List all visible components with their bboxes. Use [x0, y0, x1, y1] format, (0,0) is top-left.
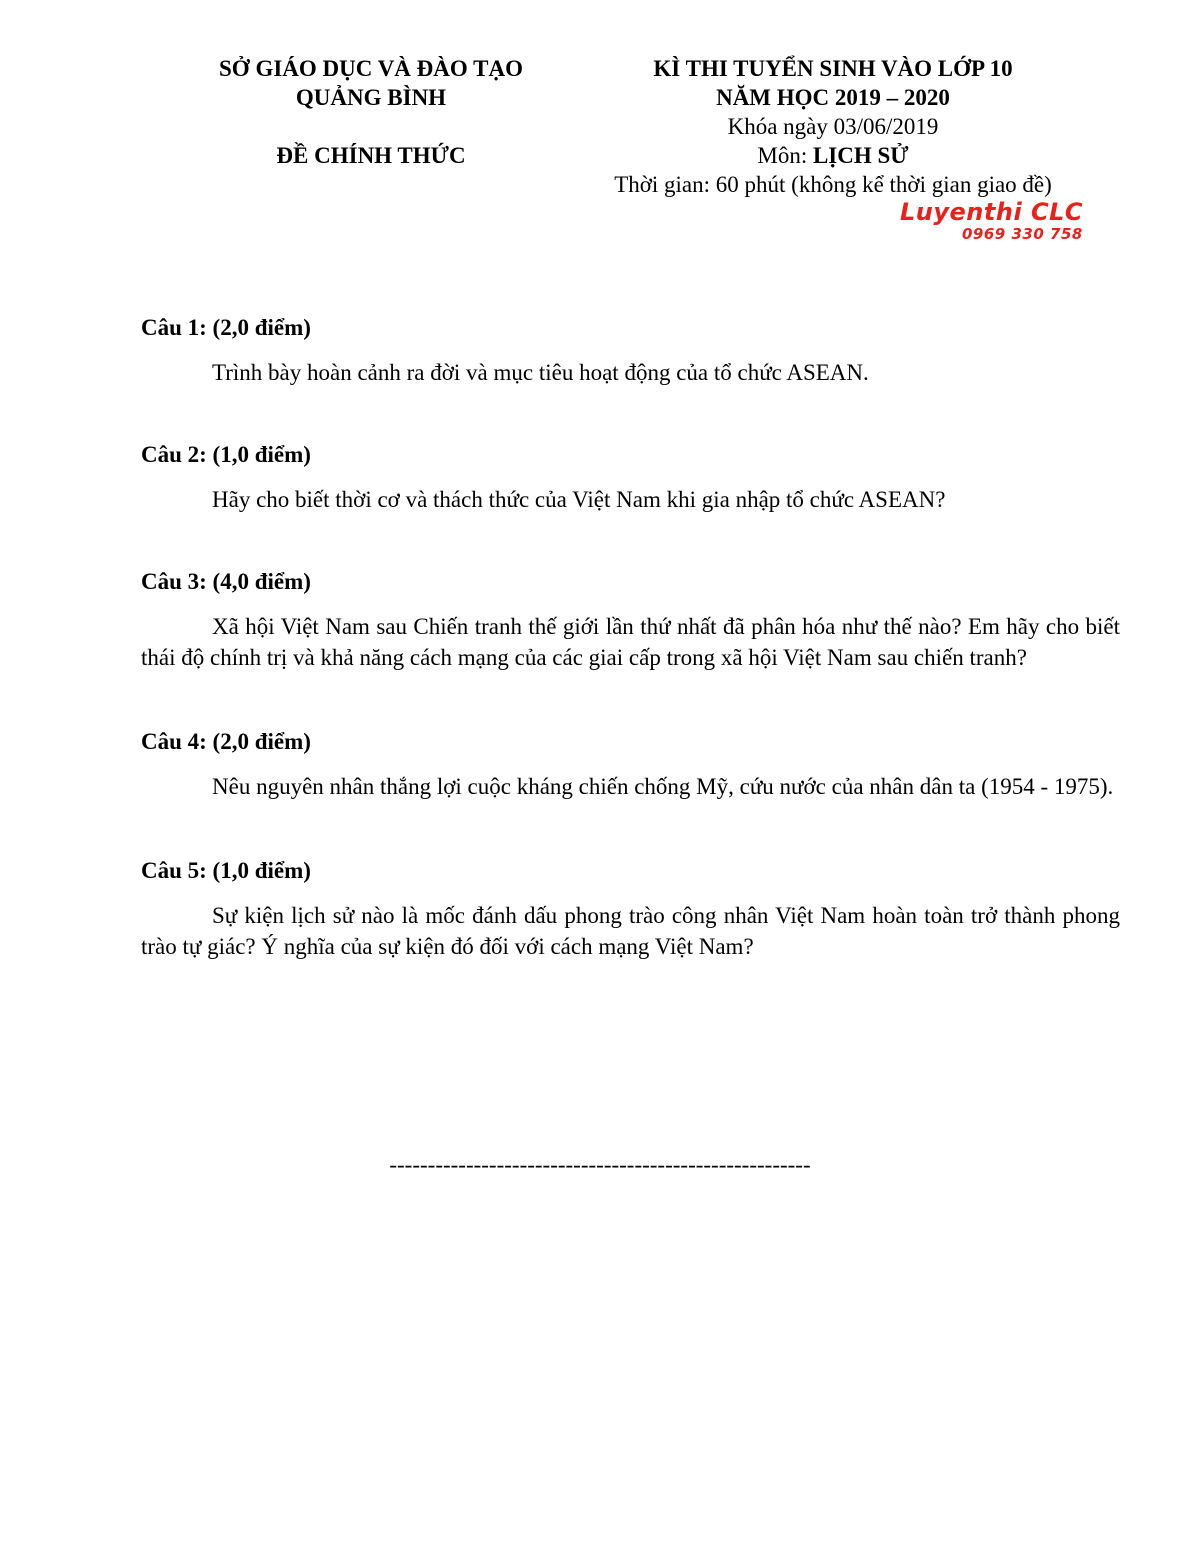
subject-label: Môn:: [757, 143, 808, 168]
issuer-department: SỞ GIÁO DỤC VÀ ĐÀO TẠO: [219, 56, 523, 81]
question-body: Xã hội Việt Nam sau Chiến tranh thế giới lần thứ nhất đã phân hóa như thế nào? Em hãy cho biết thái độ chính trị và khả năng cách mạng của các giai cấp trong xã hội Việt Nam sau chiến tranh?: [141, 614, 1120, 670]
question-4: [141, 726, 1120, 802]
question-body: Hãy cho biết thời cơ và thách thức của Việt Nam khi gia nhập tổ chức ASEAN?: [212, 487, 946, 512]
subject-value: LỊCH SỬ: [812, 143, 909, 168]
exam-info-block: [560, 54, 1106, 199]
issuer-spacer: [188, 112, 554, 141]
question-title: Câu 2: (1,0 điểm): [141, 442, 311, 467]
exam-subject: [560, 141, 1106, 170]
exam-duration: Thời gian: 60 phút (không kể thời gian giao đề): [614, 172, 1052, 197]
question-title: Câu 3: (4,0 điểm): [141, 569, 311, 594]
question-2: [141, 439, 1120, 515]
exam-title: KÌ THI TUYỂN SINH VÀO LỚP 10: [653, 56, 1013, 81]
issuer-block: [188, 54, 554, 170]
question-1: [141, 312, 1120, 388]
question-body: Trình bày hoàn cảnh ra đời và mục tiêu hoạt động của tổ chức ASEAN.: [212, 360, 869, 385]
question-title: Câu 4: (2,0 điểm): [141, 729, 311, 754]
question-title: Câu 1: (2,0 điểm): [141, 315, 311, 340]
end-divider: -------------------------------------------------------: [389, 1152, 811, 1177]
logo-brand: Luyenthi CLC: [900, 198, 1084, 226]
question-list: [141, 312, 1120, 962]
logo-phone: 0969 330 758: [962, 225, 1083, 243]
issuer-province: QUẢNG BÌNH: [295, 85, 447, 110]
school-year: NĂM HỌC 2019 – 2020: [716, 85, 950, 110]
question-5: [141, 855, 1120, 962]
luyenthi-logo: [900, 198, 1130, 246]
exam-date: Khóa ngày 03/06/2019: [727, 114, 939, 139]
official-exam-label: ĐỀ CHÍNH THỨC: [276, 143, 466, 168]
question-body: Nêu nguyên nhân thắng lợi cuộc kháng chiến chống Mỹ, cứu nước của nhân dân ta (1954 - 1975).: [212, 774, 1114, 799]
question-body: Sự kiện lịch sử nào là mốc đánh dấu phong trào công nhân Việt Nam hoàn toàn trở thành phong trào tự giác? Ý nghĩa của sự kiện đó đối với cách mạng Việt Nam?: [141, 903, 1120, 959]
question-title: Câu 5: (1,0 điểm): [141, 858, 311, 883]
question-3: [141, 566, 1120, 673]
